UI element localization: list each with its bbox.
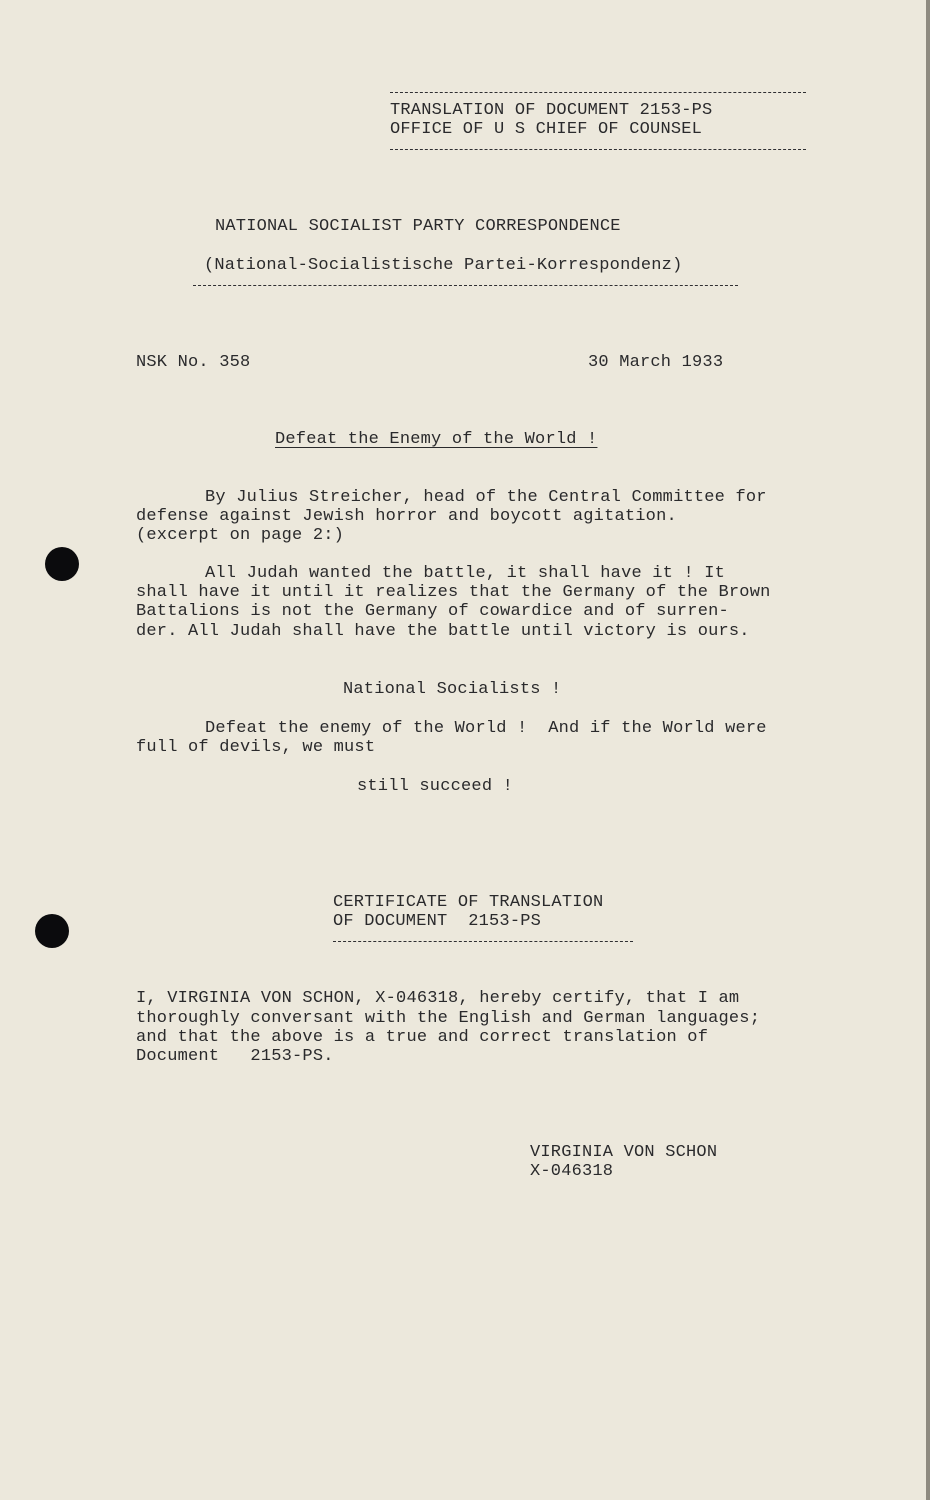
certificate-line-3: and that the above is a true and correct translation of [136,1028,709,1047]
header-line-2: OFFICE OF U S CHIEF OF COUNSEL [390,120,703,139]
signature-name: VIRGINIA VON SCHON [530,1143,718,1162]
byline-line-1: By Julius Streicher, head of the Central Committee for [205,488,767,507]
header-rule-bottom [390,149,806,150]
title-rule [193,285,738,286]
closing-line-2: full of devils, we must [136,738,376,757]
paragraph-line-1: All Judah wanted the battle, it shall have it ! It [205,564,726,583]
issue-number: NSK No. 358 [136,353,251,372]
document-subtitle: (National-Socialistische Partei-Korrespondenz) [204,256,683,275]
closing-final: still succeed ! [357,777,514,796]
byline-line-2: defense against Jewish horror and boycott agitation. [136,507,677,526]
paragraph-line-4: der. All Judah shall have the battle until victory is ours. [136,622,750,641]
punch-hole-bottom [35,914,69,948]
byline-line-3: (excerpt on page 2:) [136,526,345,545]
document-title: NATIONAL SOCIALIST PARTY CORRESPONDENCE [215,217,621,236]
exclamation: National Socialists ! [343,680,562,699]
header-line-1: TRANSLATION OF DOCUMENT 2153-PS [390,101,713,120]
closing-line-1: Defeat the enemy of the World ! And if the World were [205,719,767,738]
paper-edge [926,0,930,1500]
certificate-heading-1: CERTIFICATE OF TRANSLATION [333,893,604,912]
paragraph-line-2: shall have it until it realizes that the Germany of the Brown [136,583,771,602]
certificate-line-4: Document 2153-PS. [136,1047,334,1066]
certificate-heading-2: OF DOCUMENT 2153-PS [333,912,542,931]
certificate-line-2: thoroughly conversant with the English and German languages; [136,1009,761,1028]
certificate-line-1: I, VIRGINIA VON SCHON, X-046318, hereby certify, that I am [136,989,740,1008]
signature-id: X-046318 [530,1162,614,1181]
paragraph-line-3: Battalions is not the Germany of cowardice and of surren- [136,602,729,621]
article-headline: Defeat the Enemy of the World ! [275,430,598,449]
header-rule-top [390,92,806,93]
certificate-rule [333,941,633,942]
issue-date: 30 March 1933 [588,353,724,372]
punch-hole-top [45,547,79,581]
